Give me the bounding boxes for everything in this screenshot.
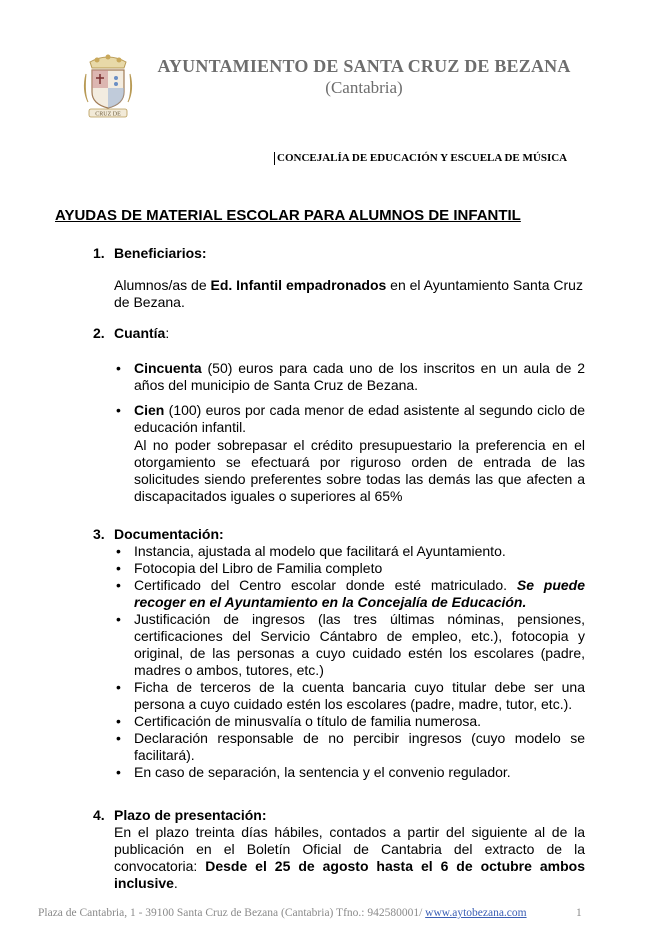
- list-item: • Fotocopia del Libro de Familia completo: [116, 560, 383, 576]
- list-item: • Certificado del Centro escolar donde esté matriculado. Se puede recoger en el Ayuntamiento en la Concejalía de Educación.: [116, 577, 585, 610]
- section-3-heading: Documentación:: [114, 526, 224, 542]
- page-number: 1: [576, 907, 582, 919]
- section-4-heading: Plazo de presentación:: [114, 807, 267, 823]
- section-3-number: 3.: [93, 526, 105, 542]
- footer-address: Plaza de Cantabria, 1 - 39100 Santa Cruz de Bezana (Cantabria) Tfno.: 942580001/ www.aytobezana.com: [38, 907, 527, 919]
- section-4-text: En el plazo treinta días hábiles, contados a partir del siguiente al de la publicación en el Boletín Oficial de Cantabria del extracto de la convocatoria: Desde el 25 de agosto hasta el 6 de octubre ambos inclusive.: [114, 824, 585, 891]
- section-4-number: 4.: [93, 807, 105, 823]
- list-item: • Cincuenta (50) euros para cada uno de los inscritos en un aula de 2 años del municipio de Santa Cruz de Bezana.: [116, 360, 585, 393]
- list-item: • Ficha de terceros de la cuenta bancaria cuyo titular debe ser una persona a cuyo cuidado estén los escolares (padre, madre, tutor, etc.).: [116, 679, 585, 712]
- section-1-heading: Beneficiarios:: [114, 245, 207, 261]
- list-item: • Declaración responsable de no percibir ingresos (cuyo modelo se facilitará).: [116, 730, 585, 763]
- list-item: • Instancia, ajustada al modelo que facilitará el Ayuntamiento.: [116, 543, 506, 559]
- section-2-number: 2.: [93, 325, 105, 341]
- section-1-text: Alumnos/as de Ed. Infantil empadronados en el Ayuntamiento Santa Cruz de Bezana.: [114, 277, 583, 310]
- organization-subtitle: (Cantabria): [325, 78, 403, 97]
- list-item: • Justificación de ingresos (las tres últimas nóminas, pensiones, certificaciones del Servicio Cántabro de empleo, etc.), fotocopia y original, de las personas a cuyo cuidado estén los escolares (padre, madres o ambos, tutores, etc.): [116, 611, 585, 678]
- priority-note: Al no poder sobrepasar el crédito presupuestario la preferencia en el otorgamiento se efectuará por riguroso orden de entrada de las solicitudes siendo preferentes sobre todas las demás las que afecten a discapacitados iguales o superiores al 65%: [134, 437, 585, 504]
- crest-text: CRUZ DE: [95, 111, 121, 118]
- website-link[interactable]: www.aytobezana.com: [425, 907, 527, 919]
- list-item: • Certificación de minusvalía o título de familia numerosa.: [116, 713, 482, 729]
- department-name: CONCEJALÍA DE EDUCACIÓN Y ESCUELA DE MÚSICA: [274, 152, 567, 165]
- organization-title: AYUNTAMIENTO DE SANTA CRUZ DE BEZANA: [157, 56, 571, 76]
- section-1-number: 1.: [93, 245, 105, 261]
- documentation-list: [114, 543, 585, 781]
- municipal-crest-logo: [80, 54, 136, 120]
- list-item: • En caso de separación, la sentencia y el convenio regulador.: [116, 764, 511, 780]
- document-title: AYUDAS DE MATERIAL ESCOLAR PARA ALUMNOS DE INFANTIL: [55, 207, 521, 224]
- section-2-heading: Cuantía:: [114, 325, 170, 341]
- amounts-list: [114, 360, 585, 441]
- list-item: • Cien (100) euros por cada menor de edad asistente al segundo ciclo de educación infantil.: [116, 402, 585, 435]
